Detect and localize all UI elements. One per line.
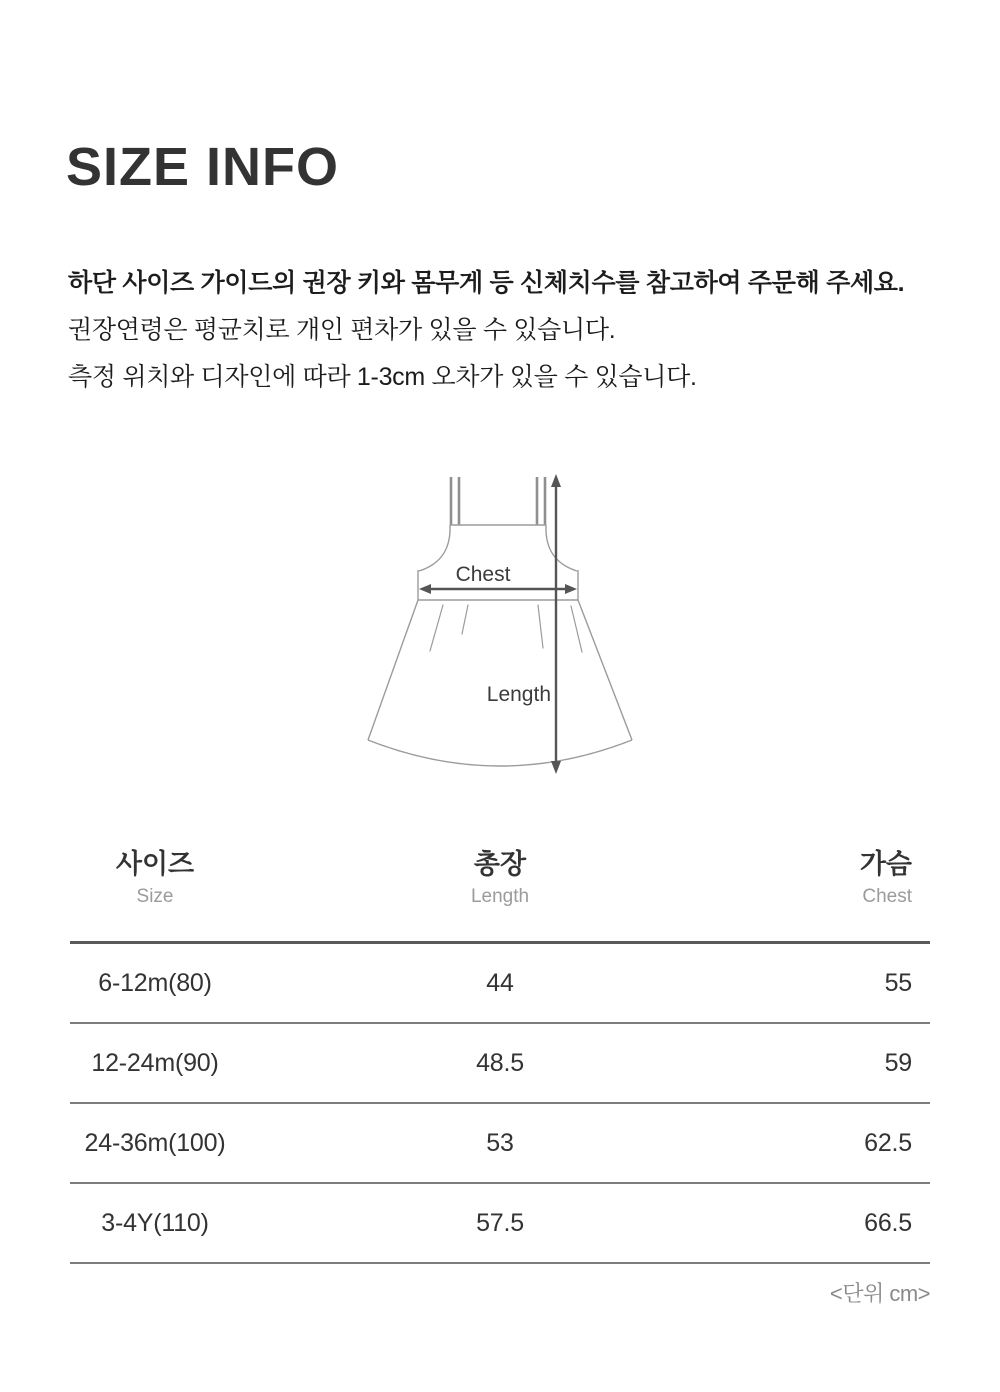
dress-gather-lines <box>430 605 582 652</box>
header-chest-en: Chest <box>862 886 912 907</box>
size-table <box>70 848 930 1308</box>
dress-outline <box>368 525 632 766</box>
row-chest-value: 66.5 <box>864 1208 912 1237</box>
header-size-ko: 사이즈 <box>115 849 195 879</box>
header-length <box>240 848 760 907</box>
intro-line-1: 하단 사이즈 가이드의 권장 키와 몸무게 등 신체치수를 참고하여 주문해 주세요. <box>68 269 905 297</box>
row-chest-value: 59 <box>884 1048 912 1077</box>
intro-line-2: 권장연령은 평균치로 개인 편차가 있을 수 있습니다. <box>68 316 616 344</box>
header-size <box>70 848 240 907</box>
row-chest-value: 62.5 <box>864 1128 912 1157</box>
intro-text-block <box>68 260 904 401</box>
table-row <box>70 1024 930 1104</box>
header-size-en: Size <box>136 886 174 907</box>
row-size-label: 3-4Y(110) <box>101 1208 209 1237</box>
row-chest-value: 55 <box>884 968 912 997</box>
intro-line-3: 측정 위치와 디자인에 따라 1-3cm 오차가 있을 수 있습니다. <box>68 363 697 391</box>
header-chest-ko: 가슴 <box>859 849 912 879</box>
table-row <box>70 944 930 1024</box>
dress-diagram <box>350 460 650 800</box>
length-arrow <box>551 474 561 774</box>
row-size-label: 12-24m(90) <box>91 1048 219 1077</box>
row-length-value: 57.5 <box>476 1208 524 1237</box>
size-table-header <box>70 848 930 944</box>
length-label: Length <box>486 683 551 706</box>
table-row <box>70 1184 930 1264</box>
unit-note: <단위 cm> <box>829 1281 930 1306</box>
header-length-en: Length <box>470 886 530 907</box>
row-length-value: 48.5 <box>476 1048 524 1077</box>
row-size-label: 6-12m(80) <box>98 968 212 997</box>
chest-label: Chest <box>455 563 511 586</box>
table-row <box>70 1104 930 1184</box>
header-length-ko: 총장 <box>473 849 527 879</box>
header-chest <box>760 848 930 907</box>
row-size-label: 24-36m(100) <box>84 1128 226 1157</box>
row-length-value: 53 <box>486 1128 514 1157</box>
page-title: SIZE INFO <box>66 137 340 197</box>
row-length-value: 44 <box>486 968 514 997</box>
dress-straps <box>451 477 545 525</box>
